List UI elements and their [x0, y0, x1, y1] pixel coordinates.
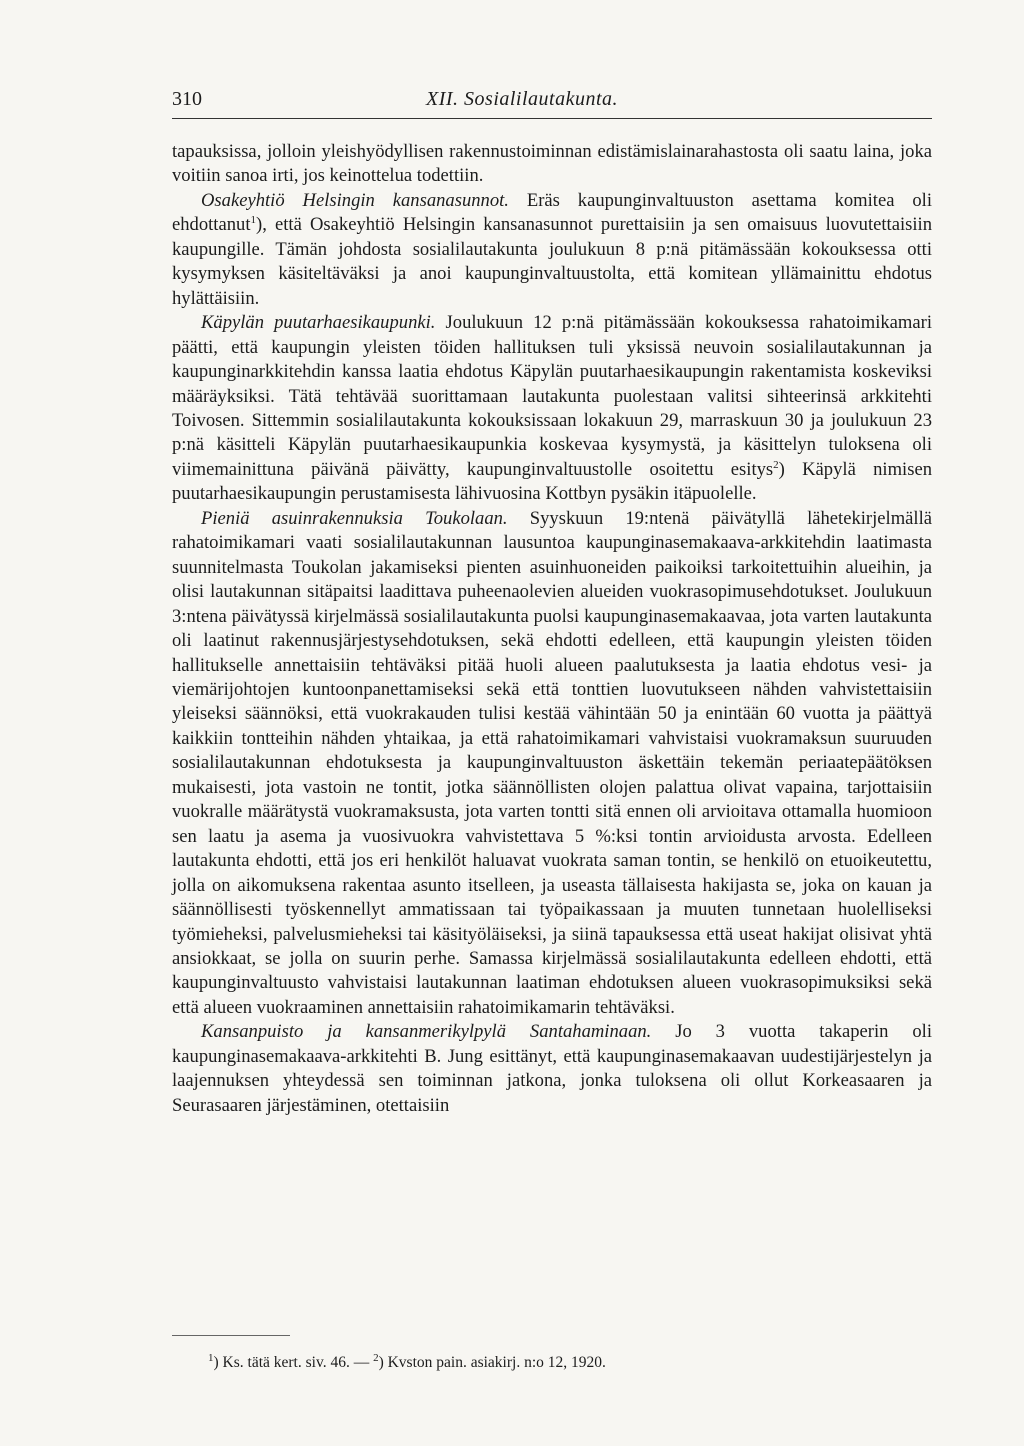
paragraph-continuation: tapauksissa, jolloin yleishyödyllisen rakennustoiminnan edistämislainarahastosta oli saatu laina, joka voitiin sanoa irti, jos keinottelua todettiin. [172, 141, 932, 187]
body-text [172, 140, 932, 1118]
paragraph-kapyla: Käpylän puutarhaesikaupunki. Joulukuun 12 p:nä pitämässään kokouksessa rahatoimikamari päätti, että kaupungin yleisten töiden hallituksen tuli yksissä neuvoin sosialilautakunnan ja kaupunginarkkitehdin kanssa laatia ehdotus Käpylän puutarhaesikaupungin rakentamista koskeviksi määräyksiksi. Tätä tehtävää suorittamaan lautakunta puolestaan valitsi sihteerinsä arkkitehti Toivosen. Sittemmin sosialilautakunta kokouksissaan lokakuun 29, marraskuun 30 ja joulukuun 23 p:nä käsitteli Käpylän puutarhaesikaupunkia koskevaa kysymystä, ja käsittelyn tuloksena oli viimemainittuna päivänä päivätty, kaupunginvaltuustolle osoitettu esitys$^2$) Käpylä nimisen puutarhaesikaupungin perustamisesta lähivuosina Kottbyn pysäkin itäpuolelle. [172, 312, 932, 505]
section-heading: Osakeyhtiö Helsingin kansanasunnot. [201, 189, 509, 211]
footnotes: $^1$) Ks. tätä kert. siv. 46. — $^2$) Kvston pain. asiakirj. n:o 12, 1920. [208, 1351, 606, 1371]
section-heading: Kansanpuisto ja kansanmerikylpylä Santahaminaan. [201, 1021, 652, 1043]
page-number: 310 [172, 88, 202, 110]
footnote-1: ) Ks. tätä kert. siv. 46. [213, 1354, 350, 1371]
running-title: XII. Sosialilautakunta. [426, 88, 619, 110]
footnote-marker: 2 [373, 1351, 379, 1364]
paragraph-toukola: Pieniä asuinrakennuksia Toukolaan. Syyskuun 19:ntenä päivätyllä lähetekirjelmällä rahatoimikamari vaati sosialilautakunnan lausuntoa kaupunginasemakaava-arkkitehdin laatimasta suunnitelmasta Toukolan jakamiseksi pienten asuinhuoneiden paikoiksi tarkoitettuihin alueihin, ja olisi lautakunnan sitäpaitsi laadittava puheenaolevien alueiden vuokrasopimusehdotukset. Joulukuun 3:ntena päivätyssä kirjelmässä sosialilautakunta puolsi kaupunginasemakaavaa, jota varten lautakunta oli laatinut rakennusjärjestysehdotuksen, sekä ehdotti edelleen, että kaupungin yleisten töiden hallitukselle annettaisiin tehtäväksi pitää huoli alueen paalutuksesta ja laatia ehdotus vesi- ja viemärijohtojen kuntoonpanettamiseksi sekä että tonttien luovutukseen nähden vahvistettaisiin yleiseksi säännöksi, että vuokrakauden tulisi kestää vähintään 50 ja enintään 60 vuotta ja päättyä kaikkiin tontteihin nähden yhtaikaa, ja että rahatoimikamari vahvistaisi vuokramaksun suuruuden sosialilautakunnan ehdotuksesta ja kaupunginvaltuuston äskettäin tekemän periaatepäätöksen mukaisesti, jota vastoin ne tontit, jotka säännöllisten olojen palattua olivat vapaina, tarjottaisiin vuokralle määrätystä vuokramaksusta, jota varten tontti sitä ennen oli arvioitava ottamalla huomioon sen laatu ja asema ja vuosivuokra vahvistettava 5 %:ksi tontin arvioidusta arvosta. Edelleen lautakunta ehdotti, että jos eri henkilöt haluavat vuokrata saman tontin, se henkilö on etuoikeutettu, jolla on aikomuksena rakentaa asunto itselleen, ja useasta tällaisesta hakijasta se, joka on kauan ja säännöllisesti työskennellyt ammatissaan tai työpaikassaan ja muuten tunnetaan huolelliseksi työmieheksi, palvelusmieheksi tai käsityöläiseksi, ja siinä tapauksessa että useat hakijat olisivat yhtä ansiokkaat, se jolla on suurin perhe. Samassa kirjelmässä sosialilautakunta edelleen ehdotti, että kaupunginvaltuusto vahvistaisi lautakunnan laatiman ehdotuksen alueen vuokrasopimuksiksi sekä että alueen vuokraaminen annettaisiin rahatoimikamarin tehtäväksi. [172, 507, 932, 1018]
footnote-ref: 1 [250, 214, 256, 227]
page-header [172, 88, 932, 118]
paragraph-santahamina: Kansanpuisto ja kansanmerikylpylä Santahaminaan. Jo 3 vuotta takaperin oli kaupunginasemakaava-arkkitehti B. Jung esittänyt, että kaupunginasemakaavan uudestijärjestelyn ja laajennuksen yhteydessä sen toiminnan jatkona, jonka tuloksena oli ollut Korkeasaaren ja Seurasaaren järjestäminen, otettaisiin [172, 1021, 932, 1116]
paragraph-kansanasunnot: Osakeyhtiö Helsingin kansanasunnot. Eräs kaupunginvaltuuston asettama komitea oli ehdottanut$^1$), että Osakeyhtiö Helsingin kansanasunnot purettaisiin ja sen omaisuus luovutettaisiin kaupungille. Tämän johdosta sosialilautakunta joulukuun 8 p:nä pitämässään kokouksessa otti kysymyksen käsiteltäväksi ja anoi kaupunginvaltuustolta, että komitean yllämainittu ehdotus hylättäisiin. [172, 189, 932, 309]
section-heading: Käpylän puutarhaesikaupunki. [201, 312, 436, 334]
footnote-rule [172, 1335, 290, 1336]
footnote-ref: 2 [773, 458, 779, 471]
section-heading: Pieniä asuinrakennuksia Toukolaan. [201, 507, 508, 529]
footnote-marker: 1 [208, 1351, 214, 1364]
header-rule [172, 118, 932, 119]
footnote-2: ) Kvston pain. asiakirj. n:o 12, 1920. [378, 1354, 606, 1371]
